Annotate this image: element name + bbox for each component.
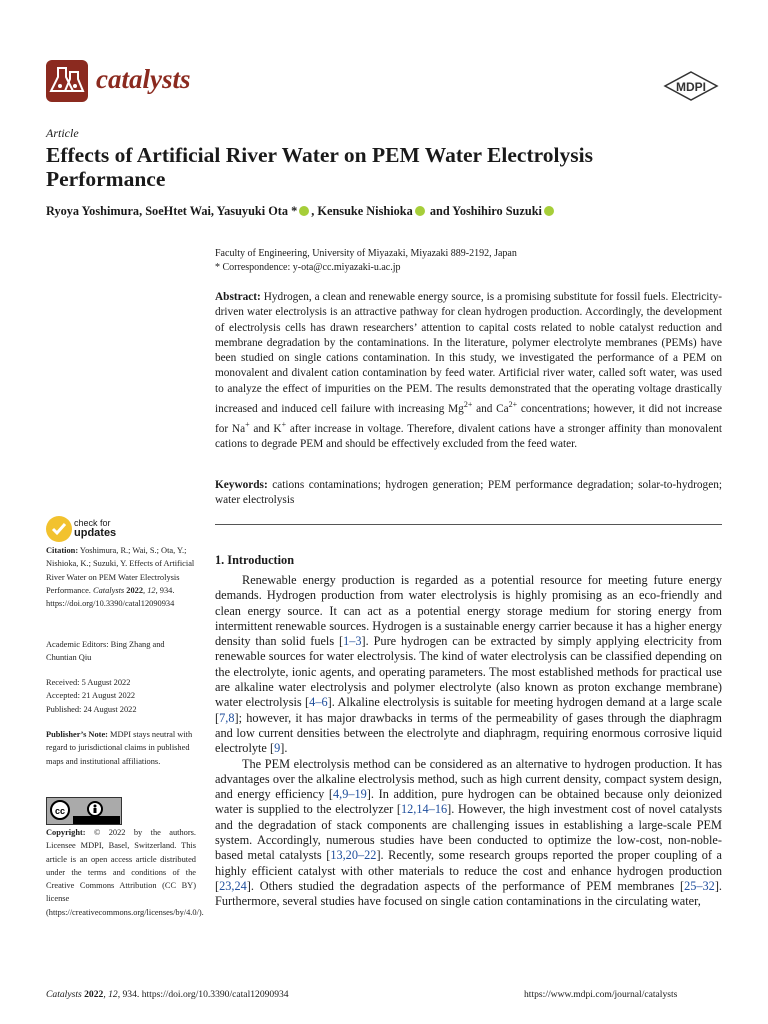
introduction-body bbox=[215, 573, 722, 910]
check-updates-icon[interactable] bbox=[46, 516, 72, 542]
body-text: ]. In addition, pure hydrogen can be obtained because only deionized water is supplied to the electrolyzer [ bbox=[215, 787, 722, 817]
divider bbox=[215, 524, 722, 525]
body-text: ]. Alkaline electrolysis is suitable for meeting hydrogen demand at a large scale [ bbox=[215, 695, 722, 725]
citation-ref[interactable]: 4–6 bbox=[309, 695, 328, 710]
citation-ref[interactable]: 12,14–16 bbox=[401, 802, 448, 817]
abstract-text: concentrations; however, it did not increase for Na bbox=[215, 402, 722, 435]
citation-doi[interactable]: , 934. https://doi.org/10.3390/catal12090934 bbox=[46, 585, 175, 609]
cc-by-license-icon[interactable] bbox=[46, 797, 122, 825]
author-separator: , bbox=[311, 204, 318, 218]
citation-ref[interactable]: 4,9–19 bbox=[332, 787, 367, 802]
superscript: + bbox=[281, 420, 287, 430]
citation-year: 2022 bbox=[126, 585, 144, 595]
academic-editors: Academic Editors: Bing Zhang and Chuntian Qiu bbox=[46, 640, 165, 663]
author-name: Yoshihiro Suzuki bbox=[452, 204, 542, 218]
journal-name: catalysts bbox=[96, 64, 191, 94]
author-name: SoeHtet Wai bbox=[145, 204, 211, 218]
abstract-text: and Ca bbox=[472, 402, 509, 415]
paragraph bbox=[215, 757, 722, 910]
copyright-text: © 2022 by the authors. Licensee MDPI, Basel, Switzerland. This article is an open access article distributed under the terms and conditions of the Creative Commons Attribution (CC BY) license (https://creativecommons.org/licenses/by/4.0/). bbox=[46, 828, 204, 917]
footer-volume: , 12 bbox=[103, 989, 118, 1000]
footer-journal: Catalysts bbox=[46, 989, 82, 1000]
citation-text: Yoshimura, R.; Wai, S.; Ota, Y.; Nishioka, K.; Suzuki, Y. Effects of Artificial River Water on PEM Water Electrolysis Performance. bbox=[46, 546, 195, 595]
affiliation bbox=[215, 247, 517, 275]
orcid-icon[interactable] bbox=[415, 206, 425, 216]
check-updates-label[interactable] bbox=[74, 518, 116, 538]
body-text: ]; however, it has major drawbacks in terms of the permeability of gases through the diaphragm and low current densities between the electrolyte and diaphragm, requiring enormous corrosive liquid electrolyte [ bbox=[215, 710, 722, 756]
published-date: Published: 24 August 2022 bbox=[46, 704, 137, 714]
author-name: Kensuke Nishioka bbox=[317, 204, 413, 218]
publisher-note-text: MDPI stays neutral with regard to jurisdictional claims in published maps and institutional affiliations. bbox=[46, 730, 193, 766]
footer-doi[interactable]: , 934. https://doi.org/10.3390/catal12090934 bbox=[117, 989, 289, 1000]
author-list bbox=[46, 204, 726, 219]
article-title: Effects of Artificial River Water on PEM Water Electrolysis Performance bbox=[46, 143, 593, 191]
footer-url[interactable]: https://www.mdpi.com/journal/catalysts bbox=[524, 989, 678, 1000]
superscript: 2+ bbox=[463, 400, 473, 410]
author-separator: , bbox=[210, 204, 217, 218]
accepted-date: Accepted: 21 August 2022 bbox=[46, 691, 136, 701]
paragraph bbox=[215, 573, 722, 757]
citation-journal: Catalysts bbox=[92, 585, 125, 595]
author-name: Ryoya Yoshimura bbox=[46, 204, 140, 218]
body-text: Renewable energy production is regarded as a potential resource for meeting future energy demands. Hydrogen production from water electrolysis is highly promising as an eco-friendly and clean energy source. It can act as a potential energy storage medium for storing energy from intermittent renewable sources. Hydrogen is a sustainable energy carrier because it has a higher energy density than solid fuels [ bbox=[215, 573, 722, 649]
citation-ref[interactable]: 25–32 bbox=[684, 878, 715, 893]
keywords bbox=[215, 478, 722, 509]
article-type: Article bbox=[46, 126, 79, 140]
citation-label: Citation: bbox=[46, 546, 79, 555]
abstract-text: after increase in voltage. Therefore, divalent cations have a stronger affinity than monovalent cations to degrade PEM and should be effectively excluded from the feed water. bbox=[215, 422, 722, 451]
svg-text:cc: cc bbox=[54, 806, 66, 816]
abstract-label: Abstract: bbox=[215, 291, 261, 303]
copyright-label: Copyright: bbox=[46, 828, 86, 837]
publisher-note bbox=[46, 728, 196, 768]
abstract-text: Hydrogen, a clean and renewable energy source, is a promising substitute for fossil fuels. Electricity-driven water electrolysis is an attractive pathway for clean hydrogen production. Accordingly, the development of electrolysis cells has drawn researchers’ attention to capital costs related to noble catalyst reduction and membrane degradation by the contaminations. In the literature, polymer electrolyte membranes (PEMs) have been studied on single cations contamination. In this study, we investigated the performance of a PEM on monovalent and divalent cation contamination by feed water. Artificial river water, called soft water, was used to analyze the effect of impurities on the PEM. The results demonstrated that the operating voltage drastically increased and induced cell failure with increasing Mg bbox=[215, 291, 722, 415]
dates bbox=[46, 676, 196, 716]
body-text: ]. Others studied the degradation aspects of the performance of PEM membranes [ bbox=[246, 878, 685, 893]
mdpi-logo bbox=[662, 70, 720, 102]
orcid-icon[interactable] bbox=[299, 206, 309, 216]
body-text: ]. Recently, some research groups reported the proper coupling of a highly efficient catalyst with other materials to reduce the cost and enhance hydrogen production [ bbox=[215, 848, 722, 893]
footer-year: 2022 bbox=[84, 989, 104, 1000]
superscript: 2+ bbox=[508, 400, 518, 410]
author-name: Yasuyuki Ota * bbox=[216, 204, 298, 218]
journal-logo-icon bbox=[46, 60, 88, 102]
citation-ref[interactable]: 23,24 bbox=[219, 878, 247, 893]
author-separator: and bbox=[426, 204, 453, 218]
check-updates-line2: updates bbox=[74, 527, 117, 539]
publisher-note-label: Publisher’s Note: bbox=[46, 730, 108, 739]
citation-ref[interactable]: 7,8 bbox=[219, 710, 235, 725]
check-updates-line1: check for bbox=[74, 518, 111, 528]
citation-ref[interactable]: 13,20–22 bbox=[330, 848, 377, 863]
superscript: + bbox=[245, 420, 250, 430]
section-heading: 1. Introduction bbox=[215, 553, 295, 567]
body-text: ]. However, the high investment cost of novel catalysts and the degradation of stack components are challenging issues in establishing a large-scale PEM system. Accordingly, numerous studies have been conducted to optimize the low-cost, non-noble-based metal catalysts [ bbox=[215, 802, 722, 863]
author-separator: , bbox=[139, 204, 146, 218]
body-text: ]. bbox=[280, 741, 288, 756]
keywords-label: Keywords: bbox=[215, 479, 268, 491]
body-text: ]. Pure hydrogen can be extracted by simply applying electricity from renewable sources for water electrolysis. The kind of water electrolysis can be classified depending on the electrolyte, ionic agents, and operating parameters. The most established methods for practical use are alkaline water electrolysis and polymer electrolyte (also known as proton exchange membrane) water electrolysis [ bbox=[215, 634, 722, 710]
abstract bbox=[215, 290, 722, 453]
keywords-text: cations contaminations; hydrogen generation; PEM performance degradation; solar-to-hydrogen; water electrolysis bbox=[215, 479, 722, 507]
body-text: The PEM electrolysis method can be considered as an alternative to hydrogen production. It has advantages over the alkaline electrolysis method, such as high current density, compact system design, and energy efficiency [ bbox=[215, 756, 722, 802]
orcid-icon[interactable] bbox=[544, 206, 554, 216]
citation-ref[interactable]: 9 bbox=[274, 741, 281, 756]
citation bbox=[46, 544, 196, 610]
copyright bbox=[46, 826, 204, 919]
correspondence: * Correspondence: y-ota@cc.miyazaki-u.ac.jp bbox=[215, 262, 401, 273]
abstract-text: and K bbox=[249, 422, 282, 435]
citation-ref[interactable]: 1–3 bbox=[343, 634, 362, 649]
body-text: ]. Furthermore, several studies have focused on single cation contaminations in the circulating water, bbox=[215, 878, 722, 909]
footer-citation bbox=[46, 989, 289, 1000]
received-date: Received: 5 August 2022 bbox=[46, 678, 131, 687]
citation-volume: , 12 bbox=[143, 585, 156, 595]
affiliation-text: Faculty of Engineering, University of Miyazaki, Miyazaki 889-2192, Japan bbox=[215, 248, 517, 259]
svg-text:MDPI: MDPI bbox=[676, 80, 706, 94]
